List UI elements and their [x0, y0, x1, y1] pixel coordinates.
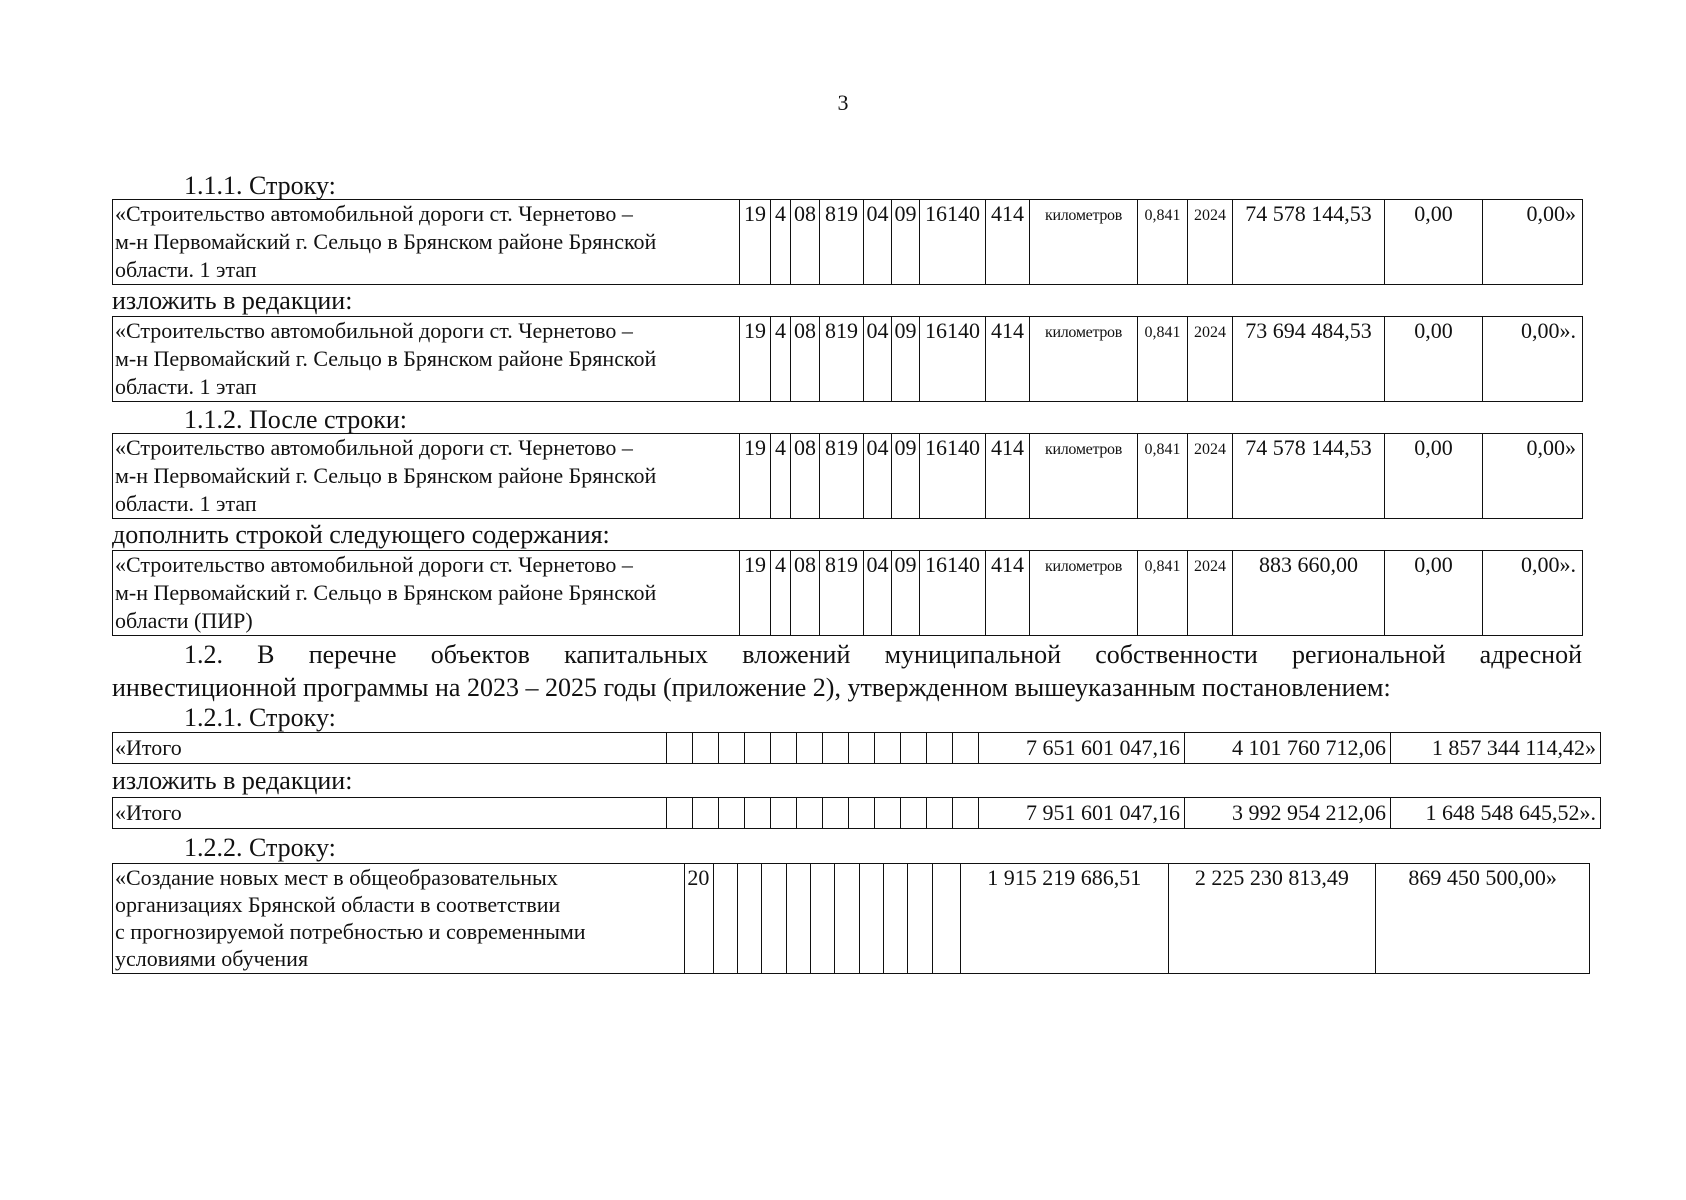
code-cell: 414 [986, 434, 1030, 519]
code-cell: 08 [791, 551, 820, 636]
total-2025-cell: 1 648 548 645,52». [1391, 798, 1601, 829]
unit-cell: километров [1030, 317, 1138, 402]
sum-2023-cell: 883 660,00 [1233, 551, 1385, 636]
total-2024-cell: 4 101 760 712,06 [1185, 733, 1391, 764]
object-row-table-2 [112, 316, 1583, 402]
code-cell: 09 [892, 317, 920, 402]
total-2025-cell: 1 857 344 114,42» [1391, 733, 1601, 764]
code-cell: 09 [892, 434, 920, 519]
code-cell: 04 [864, 551, 892, 636]
code-cell: 08 [791, 317, 820, 402]
object-name: «Строительство автомобильной дороги ст. Чернетово – м-н Первомайский г. Сельцо в Брянском районе Брянской области. 1 этап [113, 200, 740, 285]
table-row [113, 798, 1601, 829]
code-cell: 04 [864, 434, 892, 519]
code-cell: 09 [892, 551, 920, 636]
edit-instruction-2: изложить в редакции: [112, 766, 353, 795]
paragraph-line: 1.2. В перечне объектов капитальных вложений муниципальной собственности региональной адресной [184, 640, 1582, 669]
code-cell: 4 [771, 551, 791, 636]
unit-cell: километров [1030, 200, 1138, 285]
object-name: «Строительство автомобильной дороги ст. Чернетово – м-н Первомайский г. Сельцо в Брянском районе Брянской области (ПИР) [113, 551, 740, 636]
code-cell: 09 [892, 200, 920, 285]
total-2023-cell: 7 951 601 047,16 [979, 798, 1185, 829]
code-cell: 16140 [920, 200, 986, 285]
table-row [113, 317, 1583, 402]
code-cell: 819 [820, 200, 864, 285]
total-label: «Итого [113, 798, 667, 829]
school-row-table [112, 863, 1590, 974]
code-cell: 19 [740, 434, 771, 519]
total-2024-cell: 3 992 954 212,06 [1185, 798, 1391, 829]
code-cell: 04 [864, 200, 892, 285]
object-name: «Строительство автомобильной дороги ст. Чернетово – м-н Первомайский г. Сельцо в Брянском районе Брянской области. 1 этап [113, 317, 740, 402]
sum-2024-cell: 0,00 [1385, 317, 1483, 402]
sum-2025-cell: 0,00». [1483, 317, 1583, 402]
code-cell: 19 [740, 551, 771, 636]
capacity-cell: 0,841 [1138, 434, 1188, 519]
table-row [113, 200, 1583, 285]
year-cell: 2024 [1188, 317, 1233, 402]
capacity-cell: 0,841 [1138, 551, 1188, 636]
code-cell: 819 [820, 551, 864, 636]
add-instruction: дополнить строкой следующего содержания: [112, 520, 610, 549]
table-row [113, 434, 1583, 519]
object-row-table-1 [112, 199, 1583, 285]
code-cell: 19 [740, 317, 771, 402]
code-cell: 4 [771, 317, 791, 402]
table-row [113, 551, 1583, 636]
section-1-1-2-heading: 1.1.2. После строки: [184, 405, 407, 434]
sum-2025-cell: 0,00» [1483, 200, 1583, 285]
code-cell: 04 [864, 317, 892, 402]
code-cell: 08 [791, 200, 820, 285]
code-cell: 414 [986, 317, 1030, 402]
code-cell: 819 [820, 434, 864, 519]
year-cell: 2024 [1188, 200, 1233, 285]
sum-2024-cell: 0,00 [1385, 434, 1483, 519]
sum-2025-cell: 869 450 500,00» [1376, 864, 1590, 974]
object-name: «Строительство автомобильной дороги ст. Чернетово – м-н Первомайский г. Сельцо в Брянском районе Брянской области. 1 этап [113, 434, 740, 519]
page-number: 3 [837, 90, 849, 115]
section-1-2-2-heading: 1.2.2. Строку: [184, 833, 336, 862]
code-cell: 20 [685, 864, 713, 974]
object-row-table-3 [112, 433, 1583, 519]
sum-2023-cell: 1 915 219 686,51 [960, 864, 1168, 974]
total-2023-cell: 7 651 601 047,16 [979, 733, 1185, 764]
section-1-1-1-heading: 1.1.1. Строку: [184, 171, 336, 200]
table-row [113, 864, 1590, 974]
sum-2024-cell: 0,00 [1385, 551, 1483, 636]
code-cell: 414 [986, 200, 1030, 285]
code-cell: 4 [771, 200, 791, 285]
code-cell: 08 [791, 434, 820, 519]
edit-instruction-1: изложить в редакции: [112, 286, 353, 315]
code-cell: 16140 [920, 551, 986, 636]
table-row [113, 733, 1601, 764]
unit-cell: километров [1030, 434, 1138, 519]
capacity-cell: 0,841 [1138, 317, 1188, 402]
total-row-table-1 [112, 732, 1601, 764]
code-cell: 4 [771, 434, 791, 519]
object-row-table-4 [112, 550, 1583, 636]
sum-2024-cell: 0,00 [1385, 200, 1483, 285]
total-row-table-2 [112, 797, 1601, 829]
sum-2023-cell: 73 694 484,53 [1233, 317, 1385, 402]
year-cell: 2024 [1188, 551, 1233, 636]
section-1-2-paragraph [112, 638, 1582, 704]
code-cell: 414 [986, 551, 1030, 636]
sum-2023-cell: 74 578 144,53 [1233, 434, 1385, 519]
code-cell: 16140 [920, 317, 986, 402]
code-cell: 819 [820, 317, 864, 402]
section-1-2-1-heading: 1.2.1. Строку: [184, 703, 336, 732]
unit-cell: километров [1030, 551, 1138, 636]
sum-2024-cell: 2 225 230 813,49 [1168, 864, 1376, 974]
total-label: «Итого [113, 733, 667, 764]
code-cell: 16140 [920, 434, 986, 519]
code-cell: 19 [740, 200, 771, 285]
sum-2023-cell: 74 578 144,53 [1233, 200, 1385, 285]
year-cell: 2024 [1188, 434, 1233, 519]
paragraph-line: инвестиционной программы на 2023 – 2025 годы (приложение 2), утвержденном вышеуказанным постановлением: [112, 673, 1391, 702]
capacity-cell: 0,841 [1138, 200, 1188, 285]
sum-2025-cell: 0,00» [1483, 434, 1583, 519]
object-name: «Создание новых мест в общеобразовательных организациях Брянской области в соответствии с прогнозируемой потребностью и современными условиями обучения [113, 864, 685, 974]
sum-2025-cell: 0,00». [1483, 551, 1583, 636]
